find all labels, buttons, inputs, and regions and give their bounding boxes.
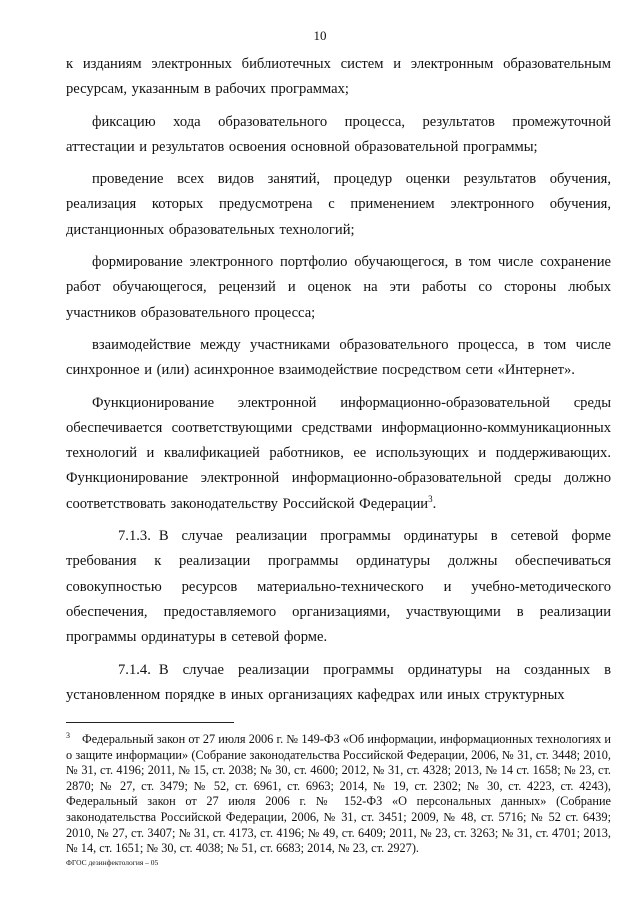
footnote-mark: 3 (66, 731, 70, 740)
page-number: 10 (313, 28, 327, 43)
paragraph-portfolio: формирование электронного портфолио обучающегося, в том числе сохранение работ обучающегося, рецензий и оценок на эти работы со стороны любых участников образовательного процесса; (66, 254, 611, 321)
paragraph-functioning-text: Функционирование электронной информационно-образовательной среды обеспечивается соответствующими средствами информационно-коммуникационных технологий и квалификацией работников, ее использующих и поддерживающих. Функционирование электронной информационно-образовательной среды должно соответствовать законодательству Российской Федерации (66, 394, 611, 512)
page-footer: ФГОС дезинфектология – 05 (66, 858, 159, 867)
paragraph-classes: проведение всех видов занятий, процедур оценки результатов обучения, реализация которых предусмотрена с применением электронного обучения, дистанционных образовательных технологий; (66, 171, 611, 238)
clause-text: В случае реализации программы ординатуры в сетевой форме требования к реализации программы ординатуры должны обеспечиваться совокупностью ресурсов материально-технического и учебно-методического обеспечения, предоставляемого организациями, участвующими в реализации программы ординатуры в сетевой форме. (66, 528, 611, 646)
footnote (66, 728, 611, 857)
footnote-reference[interactable]: 3 (428, 493, 433, 504)
clause-7-1-3 (66, 524, 611, 650)
clause-number: 7.1.3. (118, 528, 151, 545)
footnote-text: Федеральный закон от 27 июля 2006 г. № 149-ФЗ «Об информации, информационных технологиях и о защите информации» (Собрание законодательства Российской Федерации, 2006, № 31, ст. 3448; 2010, № 31, ст. 4196; 2011, № 15, ст. 2038; № 30, ст. 4600; 2012, № 31, ст. 4328; 2013, № 14 ст. 1658; № 23, ст. 2870; № 27, ст. 3479; № 52, ст. 6961, ст. 6963; 2014, № 19, ст. 2302; № 30, ст. 4223, ст. 4243), Федеральный закон от 27 июля 2006 г. № 152-ФЗ «О персональных данных» (Собрание законодательства Российской Федерации, 2006, № 31, ст. 3451; 2009, № 48, ст. 5716; № 52 ст. 6439; 2010, № 27, ст. 3407; № 31, ст. 4173, ст. 4196; № 49, ст. 6409; 2011, № 23, ст. 3263; № 31, ст. 4701; 2013, № 14, ст. 1651; № 30, ст. 4038; № 51, ст. 6683; 2014, № 23, ст. 2927). (66, 732, 611, 856)
clause-7-1-4 (66, 658, 611, 709)
clause-text: В случае реализации программы ординатуры на созданных в установленном порядке в иных организациях кафедрах или иных структурных (66, 661, 611, 703)
paragraph-interaction: взаимодействие между участниками образовательного процесса, в том числе синхронное и (или) асинхронное взаимодействие посредством сети «Интернет». (66, 336, 611, 379)
footnote-divider (66, 722, 234, 723)
paragraph-functioning: Функционирование электронной информационно-образовательной среды обеспечивается соответствующими средствами информационно-коммуникационных технологий и квалификацией работников, ее использующих и поддерживающих. Функционирование электронной информационно-образовательной среды должно соответствовать законодательству Российской Федерации$^3$. (66, 394, 611, 512)
clause-number: 7.1.4. (118, 661, 151, 678)
document-body (66, 52, 611, 708)
paragraph-library-access: к изданиям электронных библиотечных систем и электронным образовательным ресурсам, указанным в рабочих программах; (66, 56, 611, 98)
paragraph-process-tracking: фиксацию хода образовательного процесса, результатов промежуточной аттестации и результатов освоения основной образовательной программы; (66, 113, 611, 155)
